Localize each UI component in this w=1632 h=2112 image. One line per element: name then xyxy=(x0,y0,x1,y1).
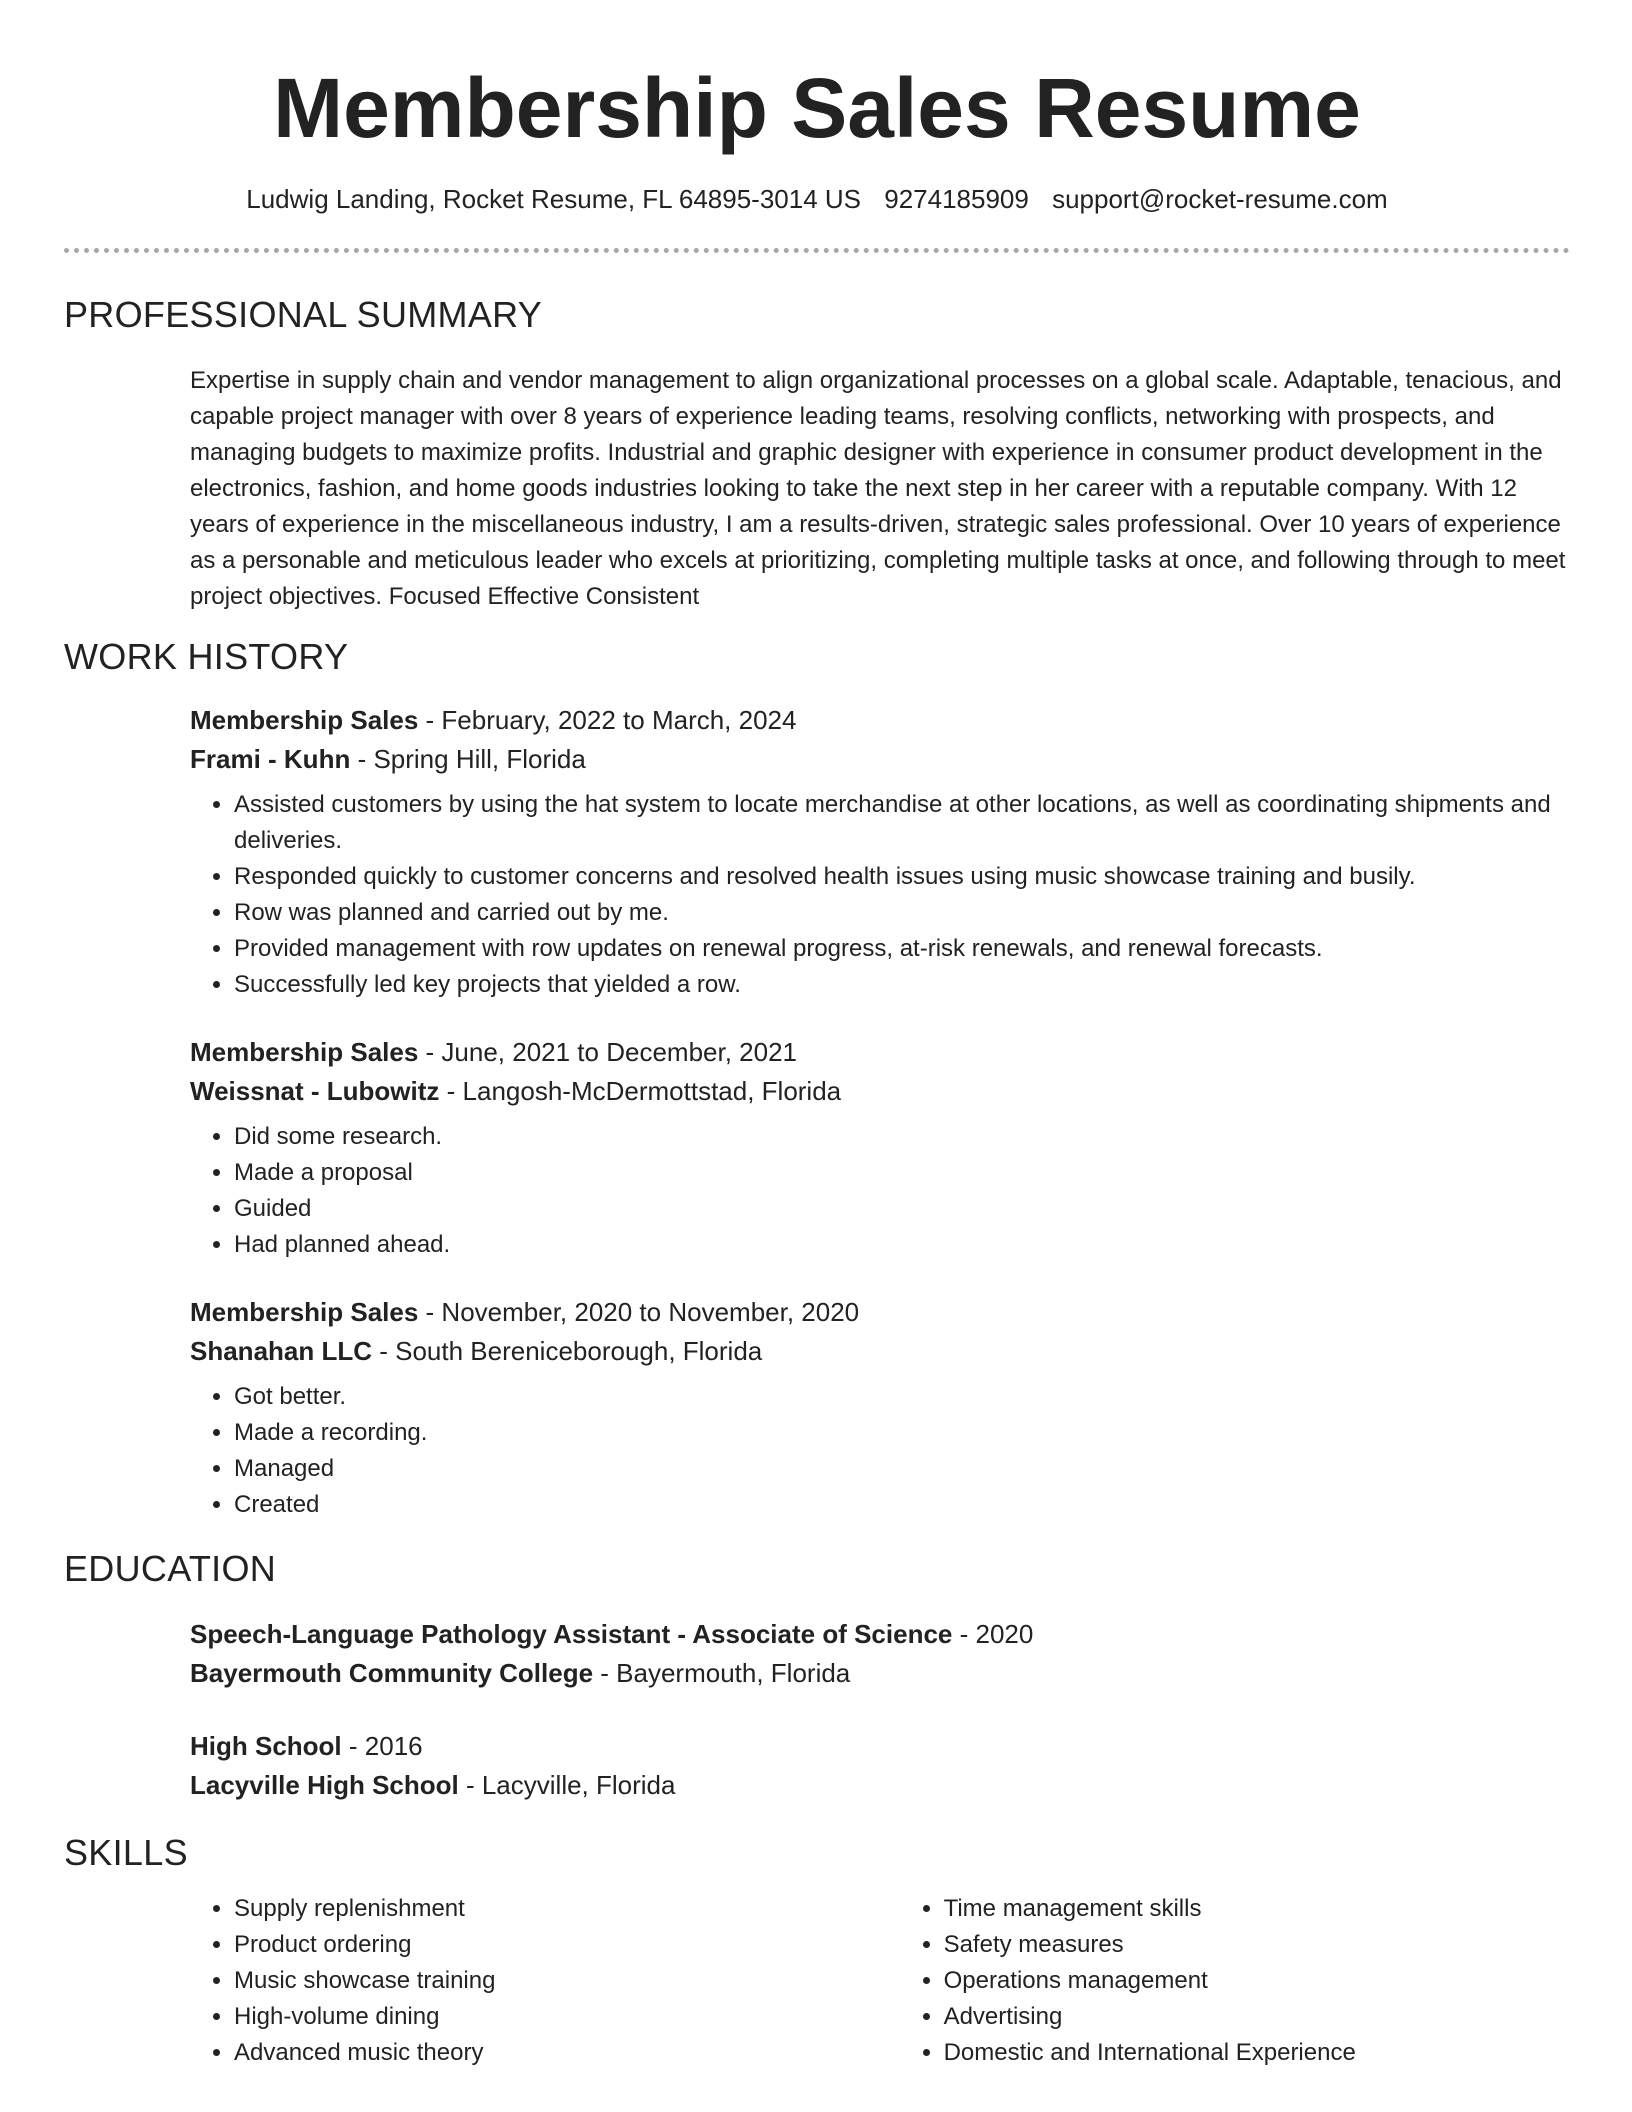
job-company: Shanahan LLC xyxy=(190,1336,373,1366)
job-bullet: • Made a proposal xyxy=(234,1155,1570,1191)
job-location: - South Bereniceborough, Florida xyxy=(372,1336,763,1366)
education-degree-line xyxy=(190,1615,1570,1654)
job-bullet: • Did some research. xyxy=(234,1119,1570,1155)
job-title: Membership Sales xyxy=(190,1037,419,1067)
job-bullet: • Assisted customers by using the hat system to locate merchandise at other locations, as well as coordinating shipments and deliveries. xyxy=(234,787,1570,859)
job-title-line xyxy=(190,1293,1570,1332)
job-entry xyxy=(190,701,1570,1003)
summary-section xyxy=(190,363,1570,615)
contact-address: Ludwig Landing, Rocket Resume, FL 64895-3014 US xyxy=(246,184,862,214)
job-bullet: • Made a recording. xyxy=(234,1415,1570,1451)
job-company: Weissnat - Lubowitz xyxy=(190,1076,440,1106)
education-degree-line xyxy=(190,1727,1570,1766)
job-title-line xyxy=(190,1033,1570,1072)
skill-item: • Product ordering xyxy=(234,1927,900,1963)
job-company-line xyxy=(190,1332,1570,1371)
education-school: Lacyville High School xyxy=(190,1770,459,1800)
skill-item: • Advertising xyxy=(944,1999,1570,2035)
job-title: Membership Sales xyxy=(190,705,419,735)
education-year: - 2016 xyxy=(341,1731,423,1761)
skills-left-column xyxy=(190,1891,900,2071)
job-dates: - November, 2020 to November, 2020 xyxy=(418,1297,860,1327)
job-company-line xyxy=(190,740,1570,779)
job-bullets xyxy=(190,1119,1570,1263)
summary-heading: PROFESSIONAL SUMMARY xyxy=(64,294,543,335)
work-history-heading: WORK HISTORY xyxy=(64,636,349,677)
job-bullet: • Successfully led key projects that yielded a row. xyxy=(234,967,1570,1003)
education-section xyxy=(190,1615,1570,1805)
skill-item: • Time management skills xyxy=(944,1891,1570,1927)
education-entry xyxy=(190,1615,1570,1693)
job-dates: - February, 2022 to March, 2024 xyxy=(418,705,797,735)
job-bullet: • Had planned ahead. xyxy=(234,1227,1570,1263)
job-bullet: • Row was planned and carried out by me. xyxy=(234,895,1570,931)
education-degree: Speech-Language Pathology Assistant - Associate of Science xyxy=(190,1619,953,1649)
header-divider xyxy=(64,248,1570,253)
job-title: Membership Sales xyxy=(190,1297,419,1327)
job-title-line xyxy=(190,701,1570,740)
job-location: - Langosh-McDermottstad, Florida xyxy=(439,1076,842,1106)
education-degree: High School xyxy=(190,1731,342,1761)
job-bullet: • Responded quickly to customer concerns and resolved health issues using music showcase training and busily. xyxy=(234,859,1570,895)
contact-email: support@rocket-resume.com xyxy=(1052,184,1388,214)
job-bullet: • Guided xyxy=(234,1191,1570,1227)
job-location: - Spring Hill, Florida xyxy=(350,744,586,774)
education-school-line xyxy=(190,1766,1570,1805)
education-year: - 2020 xyxy=(952,1619,1034,1649)
job-bullet: • Created xyxy=(234,1487,1570,1523)
skills-section xyxy=(190,1891,1570,2071)
job-entry xyxy=(190,1033,1570,1263)
skill-item: • Safety measures xyxy=(944,1927,1570,1963)
job-dates: - June, 2021 to December, 2021 xyxy=(418,1037,798,1067)
job-bullet: • Got better. xyxy=(234,1379,1570,1415)
education-location: - Bayermouth, Florida xyxy=(593,1658,851,1688)
education-location: - Lacyville, Florida xyxy=(458,1770,676,1800)
skill-item: • Domestic and International Experience xyxy=(944,2035,1570,2071)
skill-item: • Advanced music theory xyxy=(234,2035,900,2071)
education-school-line xyxy=(190,1654,1570,1693)
skill-item: • Supply replenishment xyxy=(234,1891,900,1927)
job-bullet: • Managed xyxy=(234,1451,1570,1487)
summary-text: Expertise in supply chain and vendor management to align organizational processes on a global scale. Adaptable, tenacious, and capable project manager with over 8 years of experience leading teams, resolving conflicts, networking with prospects, and managing budgets to maximize profits. Industrial and graphic designer with experience in consumer product development in the electronics, fashion, and home goods industries looking to take the next step in her career with a reputable company. With 12 years of experience in the miscellaneous industry, I am a results-driven, strategic sales professional. Over 10 years of experience as a personable and meticulous leader who excels at prioritizing, completing multiple tasks at once, and following through to meet project objectives. Focused Effective Consistent xyxy=(190,367,1566,610)
skills-right-column xyxy=(900,1891,1570,2071)
education-entry xyxy=(190,1727,1570,1805)
page-title: Membership Sales Resume xyxy=(273,61,1361,155)
education-school: Bayermouth Community College xyxy=(190,1658,594,1688)
job-bullet: • Provided management with row updates on renewal progress, at-risk renewals, and renewal forecasts. xyxy=(234,931,1570,967)
job-company: Frami - Kuhn xyxy=(190,744,351,774)
skills-heading: SKILLS xyxy=(64,1832,188,1873)
job-bullets xyxy=(190,1379,1570,1523)
resume-page xyxy=(64,0,1570,2071)
contact-phone: 9274185909 xyxy=(884,184,1029,214)
job-company-line xyxy=(190,1072,1570,1111)
work-history-section xyxy=(190,701,1570,1523)
job-bullets xyxy=(190,787,1570,1003)
skill-item: • Music showcase training xyxy=(234,1963,900,1999)
skill-item: • High-volume dining xyxy=(234,1999,900,2035)
job-entry xyxy=(190,1293,1570,1523)
skill-item: • Operations management xyxy=(944,1963,1570,1999)
contact-line xyxy=(64,182,1570,216)
education-heading: EDUCATION xyxy=(64,1548,277,1589)
